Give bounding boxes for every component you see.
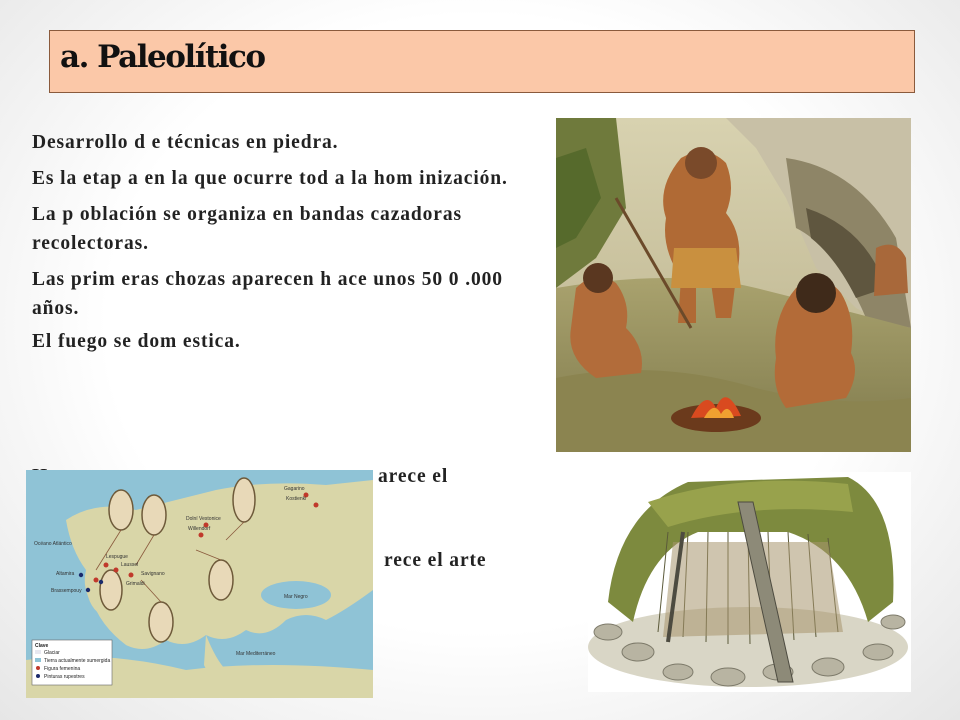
bullet-list (32, 128, 552, 363)
partial-text: arece el (378, 466, 449, 487)
europe-map-image (26, 470, 373, 698)
map-label: Kostienki (286, 496, 307, 502)
map-label: Laussel (121, 562, 139, 568)
map-label-black-sea: Mar Negro (284, 594, 308, 600)
map-label-ocean: Océano Atlántico (34, 541, 72, 547)
legend-item: Glaciar (44, 650, 60, 656)
bullet-item: Es la etap a en la que ocurre tod a la hom inización. (32, 168, 508, 189)
bullet-item: El fuego se dom estica. (32, 331, 241, 352)
map-label: Altamira (56, 571, 75, 577)
map-label: Lespugue (106, 554, 128, 560)
title-box (49, 30, 915, 93)
page-title: a. Paleolítico (60, 39, 265, 75)
map-label: Grimaldi (126, 581, 145, 587)
map-label: Savignano (141, 571, 165, 577)
legend-title: Clave (35, 643, 49, 649)
map-label: Dolní Vestonice (186, 516, 221, 522)
map-label: Brassempouy (51, 588, 82, 594)
partial-text: rece el arte (384, 550, 487, 571)
map-label-med-sea: Mar Mediterráneo (236, 651, 276, 657)
cave-scene-image (556, 118, 911, 452)
map-label: Willendorf (188, 526, 211, 532)
legend-item: Tierra actualmente sumergida (44, 658, 111, 664)
legend-item: Pinturas rupestres (44, 674, 85, 680)
map-label: Gagarino (284, 486, 305, 492)
legend-item: Figura femenina (44, 666, 81, 672)
bullet-item: Desarrollo d e técnicas en piedra. (32, 132, 339, 153)
hut-image (588, 472, 911, 692)
bullet-item: Las prim eras chozas aparecen h ace unos 50 0 .000 años. (32, 269, 503, 319)
bullet-item: La p oblación se organiza en bandas cazadoras recolectoras. (32, 204, 462, 254)
